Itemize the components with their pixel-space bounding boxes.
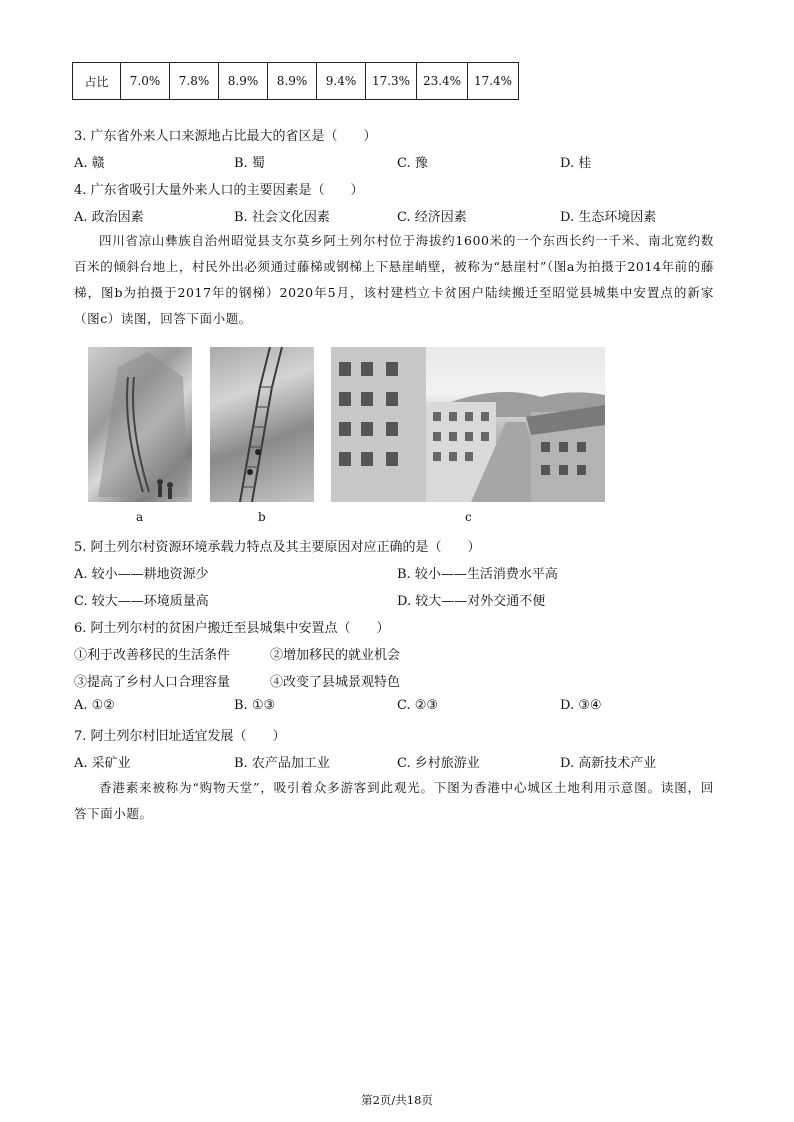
q6-statement-3: ③提高了乡村人口合理容量	[74, 675, 231, 690]
table-cell: 7.8%	[170, 63, 219, 100]
q6-statement-1: ①利于改善移民的生活条件	[74, 648, 231, 663]
table-cell: 8.9%	[219, 63, 268, 100]
ladder-image-icon	[210, 347, 314, 502]
building-image-icon	[331, 347, 605, 502]
passage-text: 四川省凉山彝族自治州昭觉县支尔莫乡阿土列尔村位于海拔约1600米的一个东西长约一千米、南北宽约数百米的倾斜台地上，村民外出必须通过藤梯或钢梯上下悬崖峭壁，被称为“悬崖村”（图a为拍摄于2014年前的藤梯，图b为拍摄于2017年的钢梯）2020年5月，该村建档立卡贫困户陆续搬迁至昭觉县城集中安置点的新家（图c）读图，回答下面小题。	[74, 233, 714, 326]
table-cell: 23.4%	[417, 63, 468, 100]
q5-option-d: D. 较大——对外交通不便	[397, 594, 546, 609]
question-6: 6. 阿土列尔村的贫困户搬迁至县城集中安置点（ ）	[74, 621, 390, 636]
q6-option-a: A. ①②	[74, 698, 115, 713]
caption-a: a	[136, 510, 144, 524]
table-cell: 9.4%	[317, 63, 366, 100]
population-ratio-table	[72, 62, 519, 100]
caption-c: c	[465, 510, 472, 524]
table-row-label: 占比	[73, 63, 121, 100]
question-4: 4. 广东省吸引大量外来人口的主要因素是（ ）	[74, 183, 364, 198]
q3-option-c: C. 豫	[397, 156, 428, 171]
page-number: 第2页/共18页	[361, 1093, 433, 1107]
photo-steel-ladder	[210, 347, 314, 502]
passage-text: 香港素来被称为“购物天堂”，吸引着众多游客到此观光。下图为香港中心城区土地利用示意图。读图，回答下面小题。	[74, 780, 714, 821]
q6-option-c: C. ②③	[397, 698, 439, 713]
q6-option-b: B. ①③	[234, 698, 276, 713]
caption-b: b	[258, 510, 266, 524]
table-cell: 8.9%	[268, 63, 317, 100]
question-3: 3. 广东省外来人口来源地占比最大的省区是（ ）	[74, 129, 377, 144]
question-5: 5. 阿土列尔村资源环境承载力特点及其主要原因对应正确的是（ ）	[74, 540, 481, 555]
q4-option-d: D. 生态环境因素	[560, 210, 657, 225]
q6-option-d: D. ③④	[560, 698, 602, 713]
q3-option-d: D. 桂	[560, 156, 592, 171]
cliff-image-icon	[88, 347, 192, 502]
q7-option-c: C. 乡村旅游业	[397, 756, 480, 771]
table-cell: 7.0%	[121, 63, 170, 100]
q4-option-b: B. 社会文化因素	[234, 210, 330, 225]
q7-option-a: A. 采矿业	[74, 756, 131, 771]
passage-hong-kong	[74, 775, 714, 827]
question-7: 7. 阿土列尔村旧址适宜发展（ ）	[74, 729, 286, 744]
q6-statement-2: ②增加移民的就业机会	[270, 648, 401, 663]
q5-option-c: C. 较大——环境质量高	[74, 594, 209, 609]
table-cell: 17.3%	[366, 63, 417, 100]
q7-option-d: D. 高新技术产业	[560, 756, 657, 771]
q4-option-c: C. 经济因素	[397, 210, 467, 225]
q5-option-a: A. 较小——耕地资源少	[74, 567, 209, 582]
q4-option-a: A. 政治因素	[74, 210, 144, 225]
passage-cliff-village	[74, 228, 714, 332]
table-row	[73, 63, 519, 100]
q5-option-b: B. 较小——生活消费水平高	[397, 567, 558, 582]
q3-option-b: B. 蜀	[234, 156, 265, 171]
photo-rattan-ladder	[88, 347, 192, 502]
q6-statement-4: ④改变了县城景观特色	[270, 675, 401, 690]
table-cell: 17.4%	[468, 63, 519, 100]
q3-option-a: A. 赣	[74, 156, 105, 171]
photo-resettlement-site	[331, 347, 605, 502]
q7-option-b: B. 农产品加工业	[234, 756, 330, 771]
